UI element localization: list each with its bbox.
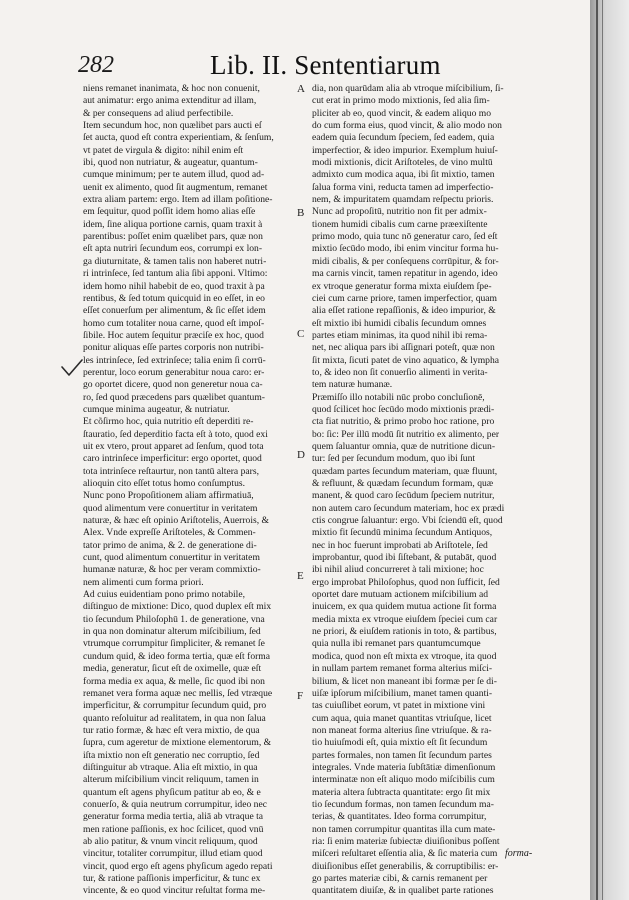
text-line: humanæ naturæ, & hoc per veram commixtio-: [83, 564, 261, 576]
text-line: terias, & quantitates. Ideo forma corrumpitur,: [312, 811, 487, 823]
text-line: tio ſecundum formas, non tamen ſecundum ma-: [312, 798, 494, 810]
text-line: cumque minimum; per te autem illud, quod ad-: [83, 169, 265, 181]
text-line: ſibile. Hoc autem ſequitur præciſe ex hoc, quod: [83, 329, 264, 341]
text-line: improbantur, quod ibi ſiſtebant, & putabāt, quod: [312, 552, 497, 564]
text-line: dia, non quarūdam alia ab vtroque miſcibilium, ſi-: [312, 83, 504, 94]
handwritten-checkmark-icon: [60, 357, 84, 379]
text-line: Alex. Vnde expreſſe Ariſtoteles, & Commen-: [83, 527, 256, 539]
text-line: perentur, loco eorum generabitur noua caro: er-: [83, 366, 265, 378]
text-line: go partes materiæ cibi, & carnis remanent per: [312, 873, 488, 884]
text-line: idem, ſine aliqua portione carnis, quam traxit à: [83, 218, 263, 230]
text-line: tator primo de anima, & 2. de generatione di-: [83, 539, 257, 551]
text-line: net, nec aliqua pars ibi aſſignari poteſt, quæ non: [312, 342, 495, 354]
text-line: diuiſionibus eſſet generabilis, & corruptibilis: er-: [312, 860, 499, 872]
text-line: oportet dare mutuam actionem miſcibilium ad: [312, 589, 489, 601]
text-line: eadem quia ſecundum ſpeciem, ſed eadem, quia: [312, 132, 495, 144]
text-line: manent, & quod caro ſecūdum ſpeciem nutritur,: [312, 490, 495, 502]
text-line: media, generatur, ſicut eſt de oximelle, quæ eſt: [83, 663, 262, 675]
text-line: non autem caro ſecundum materiam, hoc ex prædi: [312, 502, 505, 514]
text-line: naturæ, & hæc eſt opinio Ariſtotelis, Auerrois, &: [83, 515, 269, 527]
text-line: eſt apta nutriri ſecundum eos, corrumpi ex lon-: [83, 243, 263, 255]
text-line: iſta mixtio non eſt generatio nec corruptio, ſed: [83, 749, 260, 761]
text-line: ibi, quod non nutriatur, & augeatur, quantum-: [83, 157, 258, 169]
text-line: aut animatur: ergo anima extenditur ad illam,: [83, 95, 257, 107]
text-line: tio ſecundum Philoſophū 1. de generatione, vna: [83, 613, 265, 625]
text-line: Præmiſſo illo notabili nūc probo concluſionē,: [312, 391, 485, 403]
text-line: ga diuturnitate, & tamen talis non haberet nutri-: [83, 255, 267, 267]
text-line: mixtio fit ſecundū minima ſecundum Antiquos,: [312, 527, 493, 539]
text-line: tur, & ratione paſſionis imperficitur, & tunc ex: [83, 873, 261, 884]
text-line: extra aliam partem: ergo. Item ad illam poſitione-: [83, 194, 273, 206]
text-line: quod ſcilicet hoc ſecūdo modo mixtionis prædi-: [312, 403, 495, 415]
text-line: ex vtroque generatur forma mixta eiuſdem ſpe-: [312, 280, 492, 292]
text-line: non maneat forma alterius ſine vtriuſque. & ra-: [312, 724, 492, 736]
text-line: tur: ſed per ſecundum modum, quo ibi ſunt: [312, 453, 476, 465]
text-line: generatur forma media tertia, aliā ab vtraque ta: [83, 811, 264, 823]
text-line: ſtauratio, ſed deperditio facta eſt à toto, quod exi: [83, 428, 268, 440]
text-line: tas cuiuſlibet eorum, vt patet in mixtione vini: [312, 700, 486, 712]
margin-letter-d: D: [297, 449, 305, 461]
text-line: uit ex vtero, prout apparet ad ſenſum, quod tota: [83, 440, 264, 452]
text-line: homo cum totaliter noua carne, quod eſt impoſ-: [83, 317, 265, 329]
text-line: to, & ideo non ſit conuerſio alimenti in verita-: [312, 366, 488, 378]
page-header: [78, 50, 558, 82]
text-line: partes etiam minimas, ita quod nihil ibi rema-: [312, 329, 488, 341]
text-line: miſceri reſultaret eſſentia alia, & ſic materia cum: [312, 848, 498, 860]
catchword: forma-: [505, 848, 533, 859]
text-line: niens remanet inanimata, & hoc non conuenit,: [83, 83, 260, 94]
text-line: ri intrinſece, ſed tantum alia ſibi apponi. Vltimo:: [83, 268, 268, 280]
text-line: vincitur, totaliter corrumpitur, illud etiam quod: [83, 848, 263, 860]
text-line: ergo improbat Philoſophus, quod non ſufficit, ſed: [312, 576, 500, 588]
text-line: vincit, quod ergo eſt agens phyſicum agedo repati: [83, 860, 273, 872]
text-line: integrales. Vnde materia ſubſtātiæ dimenſionum: [312, 761, 496, 773]
text-line: conuerſo, & quia neutrum corrumpitur, ideo nec: [83, 798, 267, 810]
running-title: Lib. II. Sententiarum: [210, 50, 441, 80]
text-line: cundum quid, & ideo forma tertia, quæ eſt forma: [83, 650, 271, 662]
text-line: diſtinguo de mixtione: Dico, quod duplex eſt mix: [83, 601, 272, 613]
text-line: vtrumque corrumpitur ſimpliciter, & remanet ſe: [83, 638, 265, 650]
text-line: uiſæ ipſorum miſcibilium, manet tamen quanti-: [312, 687, 493, 699]
text-line: diſtinguitur ab vtraque. Alia eſt mixtio, in qua: [83, 761, 258, 773]
text-line: les intrinſece, ſed extrinſece; talia enim ſi corrū-: [83, 354, 266, 366]
text-line: ro, ſed quod præcedens pars quælibet quantum-: [83, 391, 265, 403]
margin-letter-e: E: [297, 570, 304, 582]
text-line: parentibus: poſſet enim quælibet pars, quæ non: [83, 231, 263, 243]
page-number: 282: [78, 52, 114, 78]
text-line: ab alio patitur, & vnum vincit reliquum, quod: [83, 835, 258, 847]
text-line: tionem humidi cibalis cum carne præexiſtente: [312, 218, 488, 230]
text-line: quantum eſt agens phyſicum patitur ab eo, & e: [83, 786, 261, 798]
text-line: & per consequens ad aliud perfectibile.: [83, 107, 234, 119]
text-line: ibi nihil aliud concurreret à tali mixione; hoc: [312, 564, 484, 576]
text-line: Et cõſirmo hoc, quia nutritio eſt deperditi re-: [83, 416, 254, 428]
margin-letter-a: A: [297, 83, 305, 95]
text-line: Item secundum hoc, non quælibet pars aucti eſ: [83, 120, 262, 132]
text-line: partes formales, non tamen ſit ſecundum partes: [312, 749, 492, 761]
text-line: ſupra, cum ageretur de mixtione elementorum, &: [83, 737, 272, 749]
text-line: do cum forma eius, quod vincit, & alio modo non: [312, 120, 502, 132]
text-line: tur ratio formæ, & hæc eſt vera mixtio, de qua: [83, 724, 260, 736]
text-line: in qua non dominatur alterum miſcibilium, ſed: [83, 626, 261, 638]
text-line: forma media ex aqua, & melle, ſic quod ibi non: [83, 675, 265, 687]
text-line: admixto cum modica aqua, ibi ſit mixtio, tamen: [312, 169, 495, 181]
text-line: modica, quod non eſt mixta ex vtroque, ita quod: [312, 650, 497, 662]
text-line: cunt, quod alimentum conuertitur in veritatem: [83, 552, 260, 564]
text-line: materia altera ſubtracta quantitate: ergo ſit mix: [312, 786, 491, 798]
text-line: idem homo nihil habebit de eo, quod traxit à pa: [83, 280, 265, 292]
text-line: alioquin cito eſſet totus homo conſumptus.: [83, 478, 246, 489]
text-line: imperficitur, & corrumpitur ſecundum quid, pro: [83, 700, 267, 712]
text-line: Nunc pono Propoſitionem aliam affirmatiuā,: [83, 490, 254, 502]
text-line: ſet aucta, quod eſt contra experientiam, & ſenſum,: [83, 132, 274, 144]
right-text-column: [312, 83, 545, 898]
text-line: in nullam partem remanet forma alterius miſci-: [312, 663, 493, 675]
text-line: vt patet de virgula & digito: nihil enim eſt: [83, 144, 244, 156]
text-line: men ratione paſſionis, ex hoc ſcilicet, quod vnū: [83, 823, 264, 835]
text-line: Ad cuius euidentiam pono primo notabile,: [83, 589, 245, 601]
text-line: mixtio ſecūdo modo, ibi enim vincitur forma hu-: [312, 243, 499, 255]
text-line: vincente, & eo quod vincitur reſultat forma me-: [83, 885, 266, 897]
text-line: primo modo, quia tunc nō generatur caro, ſed eſt: [312, 231, 498, 243]
text-line: ſalua forma vini, reducta tamen ad imperfectio-: [312, 181, 494, 193]
text-line: bo: ſic: Per illū modū ſit nutritio ex alimento, per: [312, 428, 500, 440]
left-text-column: [83, 83, 293, 898]
text-line: ne priori, & eiuſdem rationis in toto, & partibus,: [312, 626, 497, 638]
text-line: pliciter ab eo, quod vincit, & eadem aliquo mo: [312, 107, 492, 119]
text-line: quædam partes ſecundum materiam, quæ fluunt,: [312, 465, 498, 477]
text-line: media mixta ex vtroque eiuſdem ſpeciei cum car: [312, 613, 498, 625]
text-line: em ſequitur, quod poſſit idem homo alias eſſe: [83, 206, 256, 218]
text-line: interminatæ non eſt aliquo modo miſcibilis cum: [312, 774, 495, 786]
text-line: nec in hoc fuerunt improbati ab Ariſtotele, ſed: [312, 539, 488, 551]
text-line: Nunc ad propoſitū, nutritio non fit per admix-: [312, 206, 487, 218]
text-line: bilium, & licet non maneant ibi formæ per ſe di-: [312, 675, 497, 687]
text-line: quia nulla ibi remanet pars quantumcumque: [312, 638, 481, 650]
text-line: tota intrinſece reſtaurtur, non tantū altera pars,: [83, 465, 259, 477]
text-line: ciei cum carne priore, tamen imperfectior, quam: [312, 292, 498, 304]
text-line: nem alimenti cum forma priori.: [83, 576, 204, 588]
text-line: ria: ſi enim materiæ ſubiectæ diuiſionibus poſſent: [312, 835, 500, 847]
text-line: ponitur aliquas eſſe partes corporis non nutribi-: [83, 342, 264, 354]
text-line: cut erat in primo modo mixtionis, ſed alia ſim-: [312, 95, 490, 107]
text-line: midi cibalis, & per conſequens corrūpitur, & for-: [312, 255, 499, 267]
text-line: quantitatem diuiſæ, & in qualibet parte rationes: [312, 885, 494, 897]
text-line: cta fiat nutritio, & primo probo hoc ratione, pro: [312, 416, 495, 428]
text-line: non tamen corrumpitur quantitas illa cum mate-: [312, 823, 496, 835]
text-line: go oportet dicere, quod non generetur noua ca-: [83, 379, 263, 391]
text-line: uenit ex alimento, quod ſit augmentum, remanet: [83, 181, 268, 193]
margin-letter-f: F: [297, 690, 304, 702]
text-line: quanto reſoluitur ad realitatem, in qua non ſalua: [83, 712, 266, 724]
text-line: quem ſaluantur omnia, quæ de nutritione dicun-: [312, 440, 496, 452]
text-line: alia eſſet ratione repaſſionis, & ideo impurior, &: [312, 305, 496, 317]
text-line: caro intrinſece imperficitur: ergo oportet, quod: [83, 453, 262, 465]
text-line: imperfectior, & ideo impurior. Exemplum huiuſ-: [312, 144, 498, 156]
text-line: cum aqua, quia manet quantitas vtriuſque, licet: [312, 712, 492, 724]
text-line: ctis congrue ſaluantur: ergo. Vbi ſciendū eſt, quod: [312, 515, 503, 527]
margin-letter-c: C: [297, 328, 305, 340]
margin-letter-b: B: [297, 207, 305, 219]
text-line: nem, & impuritatem quamdam reſpectu prioris.: [312, 194, 494, 206]
scan-page-edge: [590, 0, 629, 900]
text-line: tio huiuſmodi eſt, quia mixtio eſt ſit ſecundum: [312, 737, 488, 749]
text-line: ma carnis vincit, tamen repatitur in agendo, ideo: [312, 268, 498, 280]
text-line: tem naturæ humanæ.: [312, 379, 393, 391]
text-line: quod alimentum vere conuertitur in veritatem: [83, 502, 258, 514]
text-line: modi mixtionis, dicit Ariſtoteles, de vino multū: [312, 157, 493, 169]
text-line: rentibus, & ſed totum quicquid in eo eſſet, in eo: [83, 292, 265, 304]
text-line: cumque minima augeatur, & nutriatur.: [83, 403, 230, 415]
text-line: remanet vera forma aquæ nec mellis, ſed vtræque: [83, 687, 273, 699]
text-line: & refluunt, & quædam ſecundum formam, quæ: [312, 478, 494, 489]
text-line: eſt mixtio ibi humidi cibalis ſecundum omnes: [312, 317, 487, 329]
text-line: ſit mixta, ſicuti patet de vino aquatico, & lympha: [312, 354, 500, 366]
text-line: inuicem, ex qua quidem mutua actione ſit forma: [312, 601, 497, 613]
text-line: alterum miſcibilium vincit reliquum, tamen in: [83, 774, 259, 786]
text-line: eſſet conuerſum per alimentum, & ſic eſſet idem: [83, 305, 266, 317]
